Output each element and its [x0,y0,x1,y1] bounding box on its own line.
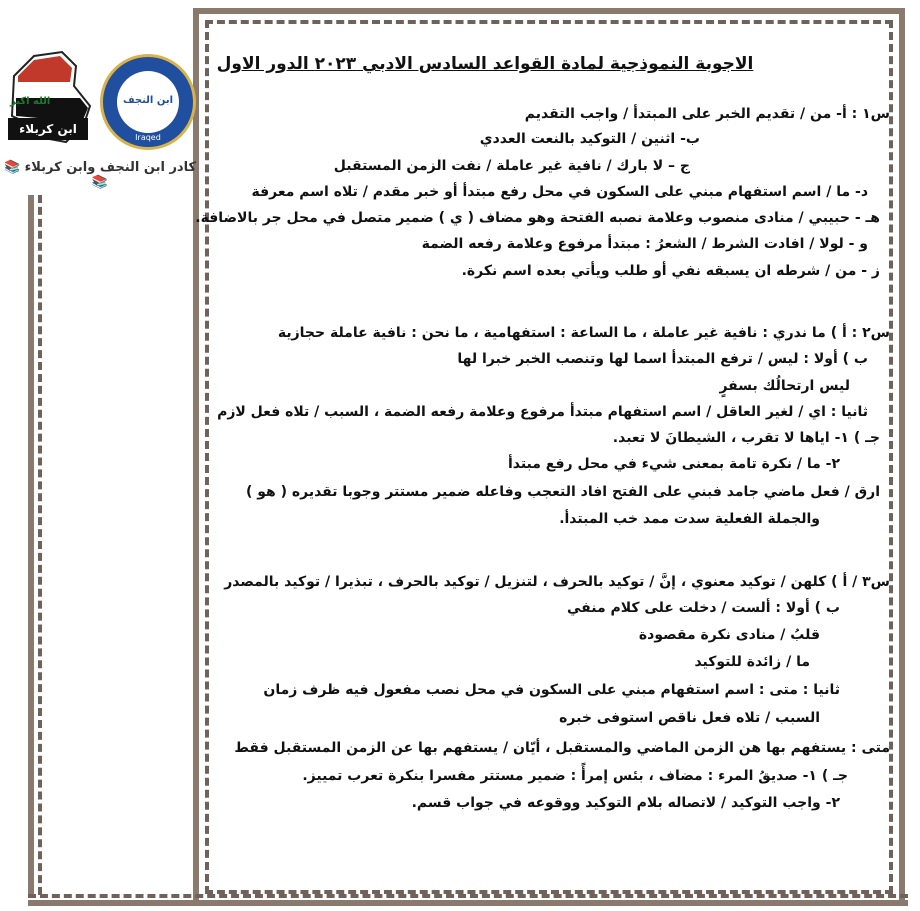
page-border-left [28,195,42,895]
answer-line: س١ : أ- من / تقديم الخبر على المبتدأ / واجب التقديم [524,106,890,122]
answer-line: متى : يستفهم بها هن الزمن الماضي والمستقبل ، أيّان / يستفهم بها عن الزمن المستقبل فقط [234,740,890,756]
answer-line: س٢ : أ ) ما ندري : نافية غير عاملة ، ما الساعة : استفهامية ، ما نحن : نافية عاملة حجازية [277,325,890,341]
answer-line: ب ) أولا : ألست / دخلت على كلام منفي [567,600,840,616]
allahu-akbar-text: الله اكبر [10,96,51,107]
answer-line: ما / زائدة للتوكيد [694,654,810,670]
answer-line: هـ - حبيبي / منادى منصوب وعلامة نصبه الفتحة وهو مضاف ( ي ) ضمير متصل في محل جر بالاضافة. [195,210,880,226]
answer-line: ارق / فعل ماضي جامد فبني على الفتح افاد التعجب وفاعله ضمير مستتر وجوبا تقديره ( هو ) [245,484,880,500]
credit-line [0,160,200,190]
answer-line: ج – لا بارك / نافية غير عاملة / نفت الزمن المستقبل [333,158,690,174]
answer-line: جـ ) ١- صديقُ المرء : مضاف ، بئس إمرأً : ضمير مستتر مفسرا بنكرة تعرب تمييز. [302,768,848,784]
answer-line: ثانيا : اي / لغير العاقل / اسم استفهام مبتدأ مرفوع وعلامة رفعه الضمة ، السبب / تلاه فعل لازم [217,404,868,420]
page-border-bottom [28,894,908,906]
answer-line: ٢- واجب التوكيد / لاتصاله بلام التوكيد ووقوعه في جواب قسم. [411,795,840,811]
answer-line: و - لولا / افادت الشرط / الشعرُ : مبتدأ مرفوع وعلامة رفعه الضمة [421,236,868,252]
answer-line: قلبُ / منادى نكرة مقصودة [638,627,820,643]
answer-line: ز - من / شرطه ان يسبقه نفي أو طلب ويأتي بعده اسم نكرة. [461,263,880,279]
credit-text: كادر ابن النجف وابن كربلاء [24,160,197,175]
answer-line: ب- اثنين / التوكيد بالنعت العددي [479,131,700,147]
answer-line: جـ ) ١- اياها لا تقرب ، الشيطانَ لا تعبد. [612,430,880,446]
answer-line: والجملة الفعلية سدت ممد خب المبتدأ. [559,511,820,527]
iraqed-logo-text: Iraqed [135,133,161,142]
answer-line: د- ما / اسم استفهام مبني على السكون في محل رفع مبتدأ أو خبر مقدم / تلاه اسم معرفة [251,184,868,200]
answer-line: ب ) أولا : ليس / ترفع المبتدأ اسما لها وتنصب الخبر خبرا لها [457,351,868,367]
karbala-logo-label: ابن كربلاء [8,118,88,140]
najaf-logo [100,54,196,150]
document-title: الاجوبة النموذجية لمادة القواعد السادس الادبي ٢٠٢٣ الدور الاول [216,54,754,74]
books-icon: 📚 [91,175,109,190]
answer-line: السبب / تلاه فعل ناقص استوفى خبره [559,710,820,726]
answer-line: ٢- ما / نكرة تامة بمعنى شيء في محل رفع مبتدأ [507,456,840,472]
najaf-logo-label: ابن النجف [122,95,174,106]
answer-line: ليس ارتحالُك بسفرٍ [719,378,850,394]
answer-line: ثانيا : متى : اسم استفهام مبني على السكون في محل نصب مفعول فيه ظرف زمان [263,682,840,698]
books-icon: 📚 [3,160,21,175]
answer-line: س٣ / أ ) كلهن / توكيد معنوي ، إنَّ / توكيد بالحرف ، لتنزيل / توكيد بالحرف ، تبذيرا / توكيد بالمصدر [224,574,890,590]
